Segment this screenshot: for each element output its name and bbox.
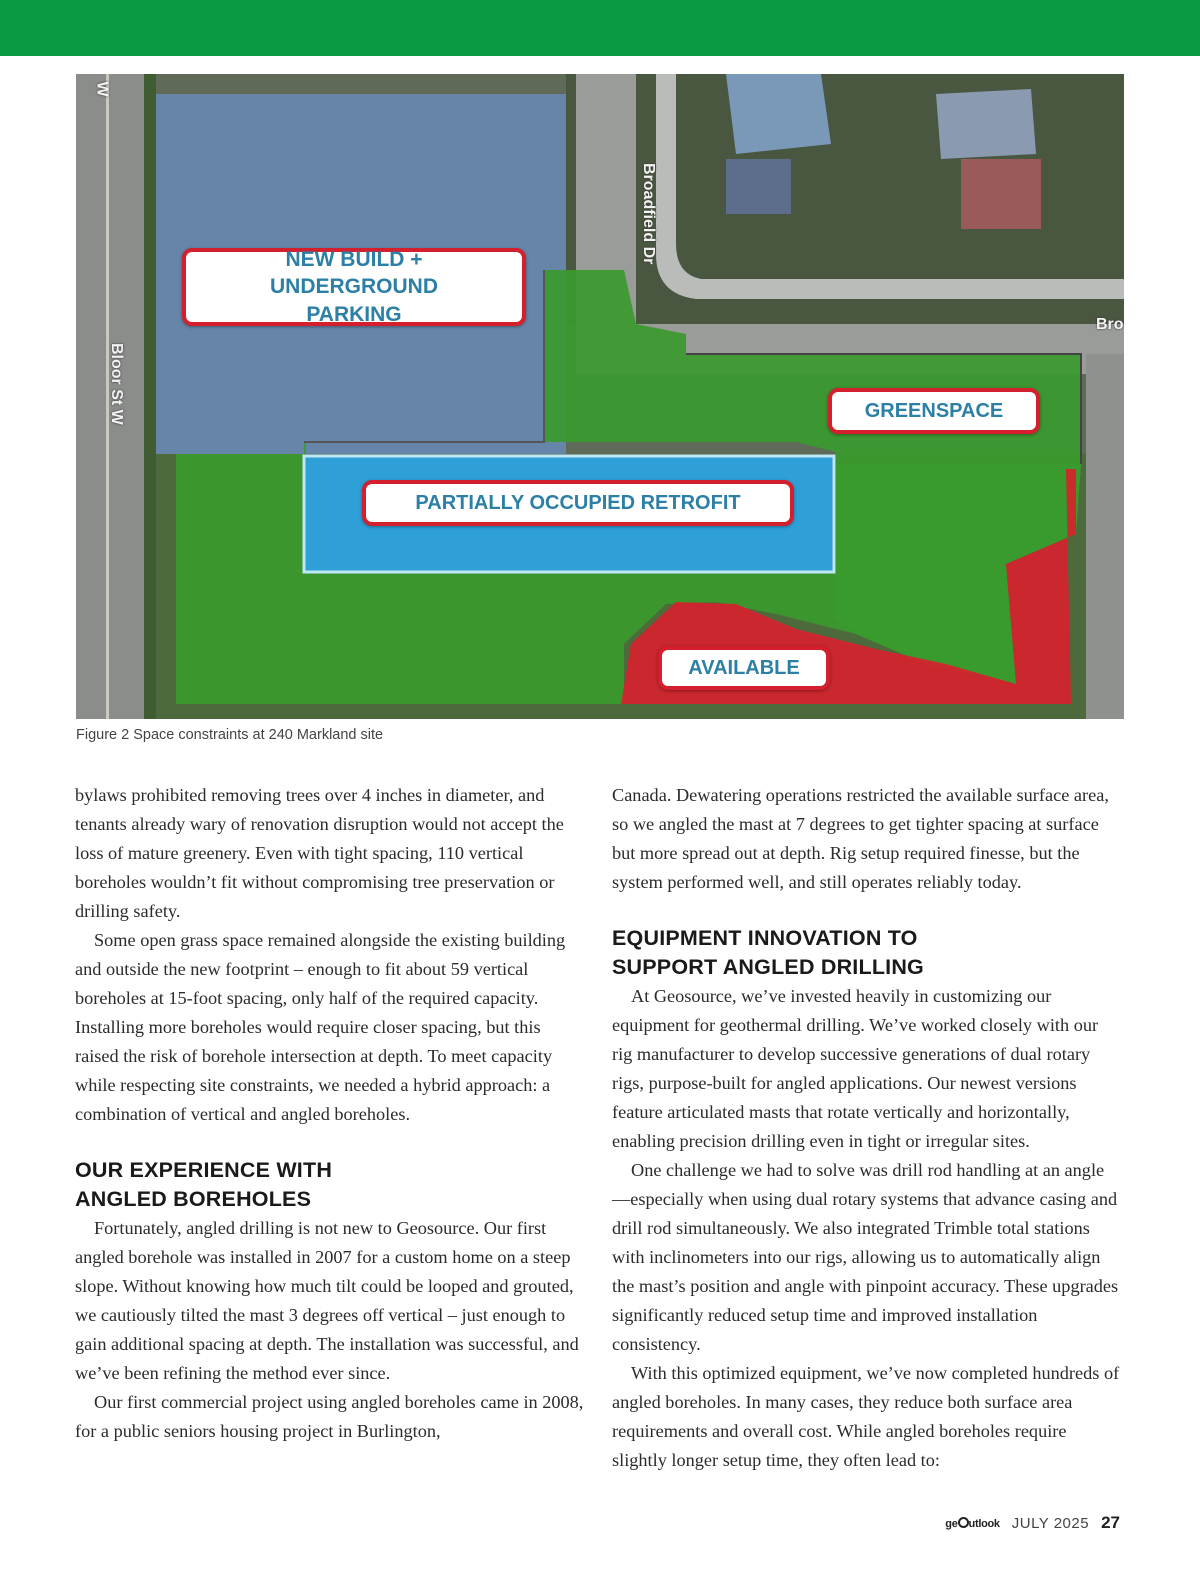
page-number: 27	[1101, 1513, 1120, 1532]
new-build-label	[182, 248, 526, 326]
paragraph: Our first commercial project using angled boreholes came in 2008, for a public seniors housing project in Burlington,	[75, 1392, 584, 1441]
heading-line: ANGLED BOREHOLES	[75, 1187, 312, 1211]
street-label-broadfield	[639, 163, 657, 303]
street-label-bro-text: Bro	[1096, 316, 1124, 333]
article-column-left	[75, 781, 585, 1446]
street-label-w	[93, 81, 111, 96]
street-label-bro	[1096, 316, 1124, 334]
logo-text-pre: ge	[945, 1517, 958, 1530]
site-map-figure	[76, 74, 1124, 719]
logo-text-post: utlook	[968, 1517, 1000, 1530]
retrofit-label	[362, 480, 794, 526]
house-roof	[726, 159, 791, 214]
right-road	[1086, 354, 1124, 719]
street-label-bloor	[107, 343, 125, 483]
street-label-broadfield-text: Broadfield Dr	[640, 163, 657, 265]
greenspace-label-text: GREENSPACE	[864, 400, 1004, 422]
road-verge	[144, 74, 156, 719]
logo-ring-icon	[958, 1517, 969, 1528]
heading-line: SUPPORT ANGLED DRILLING	[612, 955, 924, 979]
retrofit-label-text: PARTIALLY OCCUPIED RETROFIT	[415, 492, 741, 514]
figure-caption: Figure 2 Space constraints at 240 Markland site	[76, 727, 384, 743]
section-heading-equipment	[612, 924, 1122, 982]
paragraph: Some open grass space remained alongside the existing building and outside the new footprint – enough to fit about 59 vertical boreholes at 15-foot spacing, only half of the required capacity. Installing more boreholes would require closer spacing, but this raised the risk of borehole intersection at depth. To meet capacity while respecting site constraints, we needed a hybrid approach: a combination of vertical and angled boreholes.	[75, 930, 566, 1124]
top-color-band	[0, 0, 1200, 56]
article-column-right	[612, 781, 1122, 1475]
available-label-text: AVAILABLE	[688, 657, 800, 679]
issue-date: JULY 2025	[1011, 1514, 1090, 1532]
house-roof	[961, 159, 1041, 229]
heading-line: EQUIPMENT INNOVATION TO	[612, 926, 918, 950]
street-label-w-text: W	[93, 81, 111, 97]
house-roof	[936, 89, 1036, 159]
street-label-bloor-text: Bloor St W	[108, 343, 125, 425]
paragraph: bylaws prohibited removing trees over 4 inches in diameter, and tenants already wary of renovation disruption would not accept the loss of mature greenery. Even with tight spacing, 110 vertical boreholes wouldn’t fit without compromising tree preservation or drilling safety.	[75, 785, 564, 921]
available-label	[658, 646, 830, 690]
geoutlook-logo	[945, 1517, 999, 1530]
paragraph: At Geosource, we’ve invested heavily in customizing our equipment for geothermal drilling. We’ve worked closely with our rig manufacturer to develop successive generations of dual rotary rigs, purpose-built for angled applications. Our newest versions feature articulated masts that rotate vertically and horizontally, enabling precision drilling even in tight or irregular sites.	[612, 986, 1099, 1151]
paragraph: With this optimized equipment, we’ve now completed hundreds of angled boreholes. In many cases, they reduce both surface area requirements and overall cost. While angled boreholes require slightly longer setup time, they often lead to:	[612, 1363, 1120, 1470]
section-heading-experience	[75, 1156, 585, 1214]
new-build-label-text: NEW BUILD + UNDERGROUND PARKING	[270, 248, 438, 326]
heading-line: OUR EXPERIENCE WITH	[75, 1158, 333, 1182]
paragraph: Fortunately, angled drilling is not new to Geosource. Our first angled borehole was installed in 2007 for a custom home on a steep slope. Without knowing how much tilt could be looped and grouted, we cautiously tilted the mast 3 degrees off vertical – just enough to gain additional spacing at depth. The installation was successful, and we’ve been refining the method ever since.	[75, 1218, 579, 1383]
paragraph: Canada. Dewatering operations restricted the available surface area, so we angled the mast at 7 degrees to get tighter spacing at surface but more spread out at depth. Rig setup required finesse, but the system performed well, and still operates reliably today.	[612, 785, 1109, 892]
page-footer	[945, 1513, 1120, 1533]
paragraph: One challenge we had to solve was drill rod handling at an angle—especially when using dual rotary systems that advance casing and drill rod simultaneously. We also integrated Trimble total stations with inclinometers into our rigs, allowing us to automatically align the mast’s position and angle with pinpoint accuracy. These upgrades significantly reduced setup time and improved installation consistency.	[612, 1160, 1119, 1354]
house-roof	[726, 74, 831, 154]
greenspace-label	[828, 388, 1040, 434]
